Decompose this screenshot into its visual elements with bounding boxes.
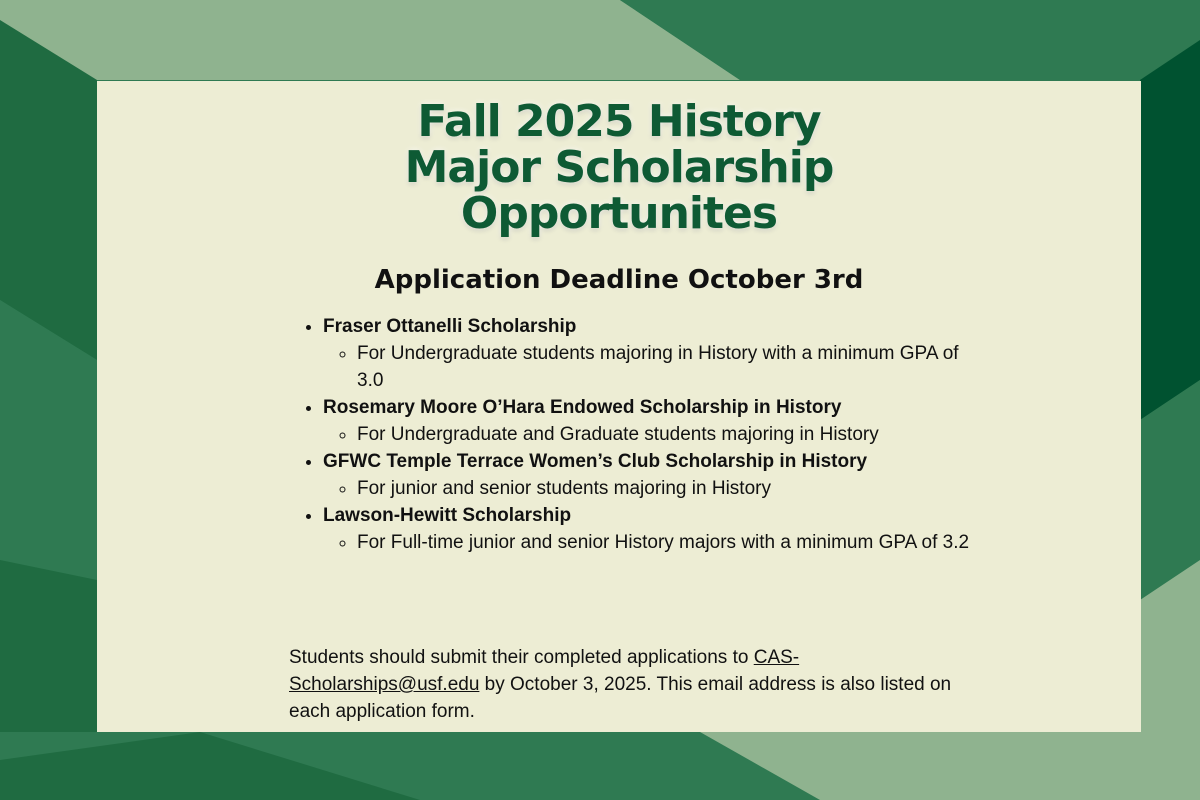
scholarship-name: GFWC Temple Terrace Women’s Club Scholarship in History — [323, 451, 868, 472]
scholarship-detail: ◦ For Undergraduate and Graduate students majoring in History — [357, 421, 973, 448]
title-line: Fall 2025 History — [417, 96, 821, 147]
page-title — [97, 96, 1141, 239]
list-item — [323, 313, 973, 394]
email-link[interactable]: CAS-Scholarships@usf.edu — [289, 647, 800, 695]
announcement-card — [97, 81, 1141, 732]
scholarship-detail: ◦ For Full-time junior and senior History majors with a minimum GPA of 3.2 — [357, 529, 973, 556]
scholarship-name: Fraser Ottanelli Scholarship — [323, 316, 577, 337]
list-item — [323, 502, 973, 556]
scholarship-name: Lawson-Hewitt Scholarship — [323, 505, 572, 526]
note-text: Students should submit their completed applications to — [289, 647, 754, 668]
title-line: Major Scholarship — [404, 142, 834, 193]
submission-note — [289, 644, 959, 725]
scholarship-detail: ◦ For Undergraduate students majoring in History with a minimum GPA of 3.0 — [357, 340, 973, 394]
list-item — [323, 394, 973, 448]
deadline-heading: Application Deadline October 3rd — [374, 265, 864, 295]
scholarship-list — [303, 313, 973, 556]
title-line: Opportunites — [460, 188, 778, 239]
scholarship-name: Rosemary Moore O’Hara Endowed Scholarship in History — [323, 397, 842, 418]
scholarship-detail: ◦ For junior and senior students majoring in History — [357, 475, 973, 502]
list-item — [323, 448, 973, 502]
note-text: by October 3, 2025. This email address is also listed on each application form. — [289, 674, 952, 722]
